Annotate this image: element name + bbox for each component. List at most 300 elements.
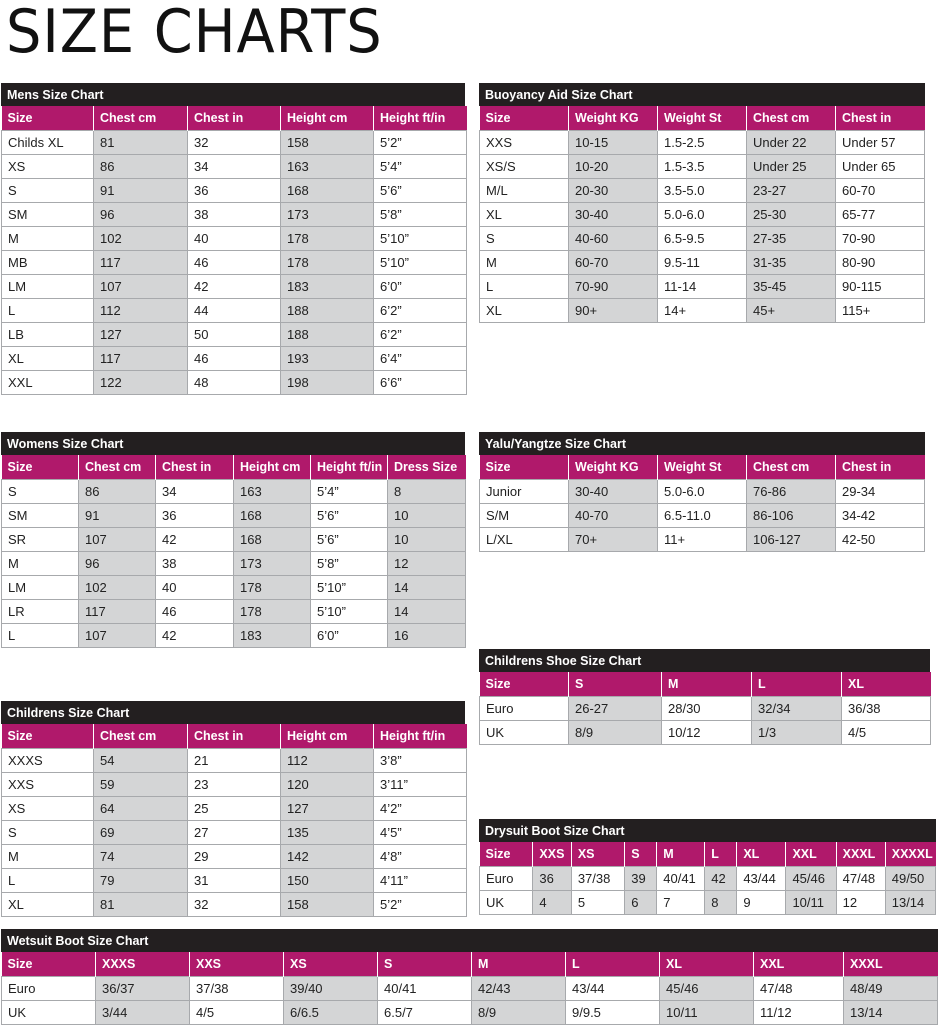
- column-header: L: [566, 952, 660, 977]
- column-header: Chest in: [836, 106, 925, 131]
- column-header: Chest in: [836, 455, 925, 480]
- column-header: XS: [571, 842, 624, 867]
- table-row: [480, 504, 925, 528]
- table-cell: 40/41: [657, 867, 705, 891]
- table-cell: 4’8”: [374, 845, 467, 869]
- table-cell: 43/44: [566, 977, 660, 1001]
- table-cell: 69: [94, 821, 188, 845]
- table-cell: 6’6”: [374, 371, 467, 395]
- column-header: XXXXL: [885, 842, 935, 867]
- table-cell: 150: [281, 869, 374, 893]
- table-cell: 6’2”: [374, 299, 467, 323]
- header-row: [2, 952, 938, 977]
- column-header: Size: [2, 106, 94, 131]
- size-table: [1, 106, 467, 395]
- table-row: [2, 504, 466, 528]
- table-cell: 107: [79, 624, 156, 648]
- table-cell: 40: [156, 576, 234, 600]
- table-row: [480, 251, 925, 275]
- column-header: Chest cm: [79, 455, 156, 480]
- table-cell: 36: [188, 179, 281, 203]
- table-cell: 168: [234, 528, 311, 552]
- table-cell: 48: [188, 371, 281, 395]
- table-cell: 4’11”: [374, 869, 467, 893]
- table-row: [2, 227, 467, 251]
- table-cell: 10/11: [786, 891, 836, 915]
- table-cell: Euro: [2, 977, 96, 1001]
- table-cell: XS: [2, 797, 94, 821]
- table-cell: 11/12: [754, 1001, 844, 1025]
- table-cell: 10-20: [569, 155, 658, 179]
- table-row: [2, 131, 467, 155]
- table-cell: 11+: [658, 528, 747, 552]
- table-cell: 173: [234, 552, 311, 576]
- table-row: [2, 773, 467, 797]
- table-cell: 14: [388, 600, 466, 624]
- table-row: [2, 845, 467, 869]
- header-row: [480, 842, 936, 867]
- table-cell: 8: [705, 891, 737, 915]
- table-row: [2, 749, 467, 773]
- column-header: Weight St: [658, 106, 747, 131]
- table-cell: 11-14: [658, 275, 747, 299]
- table-cell: 117: [79, 600, 156, 624]
- column-header: XXL: [754, 952, 844, 977]
- table-cell: 8: [388, 480, 466, 504]
- table-cell: 3/44: [96, 1001, 190, 1025]
- table-cell: S: [2, 821, 94, 845]
- table-cell: 34-42: [836, 504, 925, 528]
- table-cell: 23-27: [747, 179, 836, 203]
- table-cell: 23: [188, 773, 281, 797]
- table-row: [2, 275, 467, 299]
- table-cell: 45/46: [786, 867, 836, 891]
- table-cell: L: [2, 299, 94, 323]
- table-row: [2, 576, 466, 600]
- table-cell: SM: [2, 504, 79, 528]
- table-cell: 44: [188, 299, 281, 323]
- table-cell: UK: [480, 721, 569, 745]
- table-cell: 27: [188, 821, 281, 845]
- table-cell: XXL: [2, 371, 94, 395]
- table-cell: 8/9: [472, 1001, 566, 1025]
- table-cell: 6.5-9.5: [658, 227, 747, 251]
- table-row: [480, 867, 936, 891]
- chart-title: Wetsuit Boot Size Chart: [1, 929, 938, 952]
- table-cell: 4/5: [190, 1001, 284, 1025]
- table-cell: S: [2, 179, 94, 203]
- table-cell: XXS: [2, 773, 94, 797]
- table-cell: 4’5”: [374, 821, 467, 845]
- table-row: [480, 179, 925, 203]
- table-cell: 12: [836, 891, 885, 915]
- table-cell: 6.5-11.0: [658, 504, 747, 528]
- column-header: Chest cm: [747, 455, 836, 480]
- column-header: M: [472, 952, 566, 977]
- column-header: Height ft/in: [374, 724, 467, 749]
- chart-title: Childrens Size Chart: [1, 701, 465, 724]
- table-cell: 5’6”: [374, 179, 467, 203]
- table-cell: 42: [188, 275, 281, 299]
- column-header: Height ft/in: [374, 106, 467, 131]
- table-cell: 115+: [836, 299, 925, 323]
- table-row: [2, 600, 466, 624]
- table-cell: Childs XL: [2, 131, 94, 155]
- table-cell: 3.5-5.0: [658, 179, 747, 203]
- table-cell: 40-60: [569, 227, 658, 251]
- table-cell: Under 22: [747, 131, 836, 155]
- yalu-yangtze-size-chart: [479, 432, 925, 552]
- table-cell: 36/38: [842, 697, 931, 721]
- table-cell: 6.5/7: [378, 1001, 472, 1025]
- column-header: Chest cm: [747, 106, 836, 131]
- table-cell: 49/50: [885, 867, 935, 891]
- size-table: [1, 952, 938, 1025]
- table-cell: XL: [2, 347, 94, 371]
- table-cell: M/L: [480, 179, 569, 203]
- table-cell: 106-127: [747, 528, 836, 552]
- table-cell: 9/9.5: [566, 1001, 660, 1025]
- table-row: [2, 251, 467, 275]
- table-cell: 163: [234, 480, 311, 504]
- table-cell: 43/44: [737, 867, 786, 891]
- table-cell: 102: [79, 576, 156, 600]
- table-cell: 178: [234, 576, 311, 600]
- column-header: S: [625, 842, 657, 867]
- table-cell: 27-35: [747, 227, 836, 251]
- table-cell: LR: [2, 600, 79, 624]
- table-cell: 1.5-2.5: [658, 131, 747, 155]
- table-cell: 6’4”: [374, 347, 467, 371]
- column-header: XXXL: [844, 952, 938, 977]
- chart-title: Childrens Shoe Size Chart: [479, 649, 930, 672]
- table-cell: 5’10”: [311, 576, 388, 600]
- table-cell: 10/12: [662, 721, 752, 745]
- table-cell: 1.5-3.5: [658, 155, 747, 179]
- table-cell: 8/9: [569, 721, 662, 745]
- size-table: [1, 455, 466, 648]
- table-cell: 6: [625, 891, 657, 915]
- table-cell: XL: [480, 299, 569, 323]
- table-cell: 6/6.5: [284, 1001, 378, 1025]
- table-cell: 183: [281, 275, 374, 299]
- table-cell: 32: [188, 131, 281, 155]
- buoyancy-aid-size-chart: [479, 83, 925, 323]
- table-cell: 188: [281, 323, 374, 347]
- table-cell: 40: [188, 227, 281, 251]
- table-row: [2, 155, 467, 179]
- table-cell: 42-50: [836, 528, 925, 552]
- table-row: [480, 227, 925, 251]
- table-cell: 1/3: [752, 721, 842, 745]
- table-row: [2, 869, 467, 893]
- table-cell: M: [2, 227, 94, 251]
- table-cell: 42: [156, 528, 234, 552]
- table-cell: 37/38: [190, 977, 284, 1001]
- table-row: [2, 480, 466, 504]
- drysuit-boot-size-chart: [479, 819, 936, 915]
- table-cell: 39/40: [284, 977, 378, 1001]
- table-cell: 7: [657, 891, 705, 915]
- size-table: [479, 672, 931, 745]
- column-header: XXXL: [836, 842, 885, 867]
- table-cell: M: [2, 845, 94, 869]
- table-cell: 178: [281, 227, 374, 251]
- header-row: [2, 455, 466, 480]
- column-header: Size: [2, 724, 94, 749]
- column-header: XL: [737, 842, 786, 867]
- table-row: [2, 552, 466, 576]
- table-row: [2, 323, 467, 347]
- table-cell: 5’10”: [374, 251, 467, 275]
- column-header: M: [662, 672, 752, 697]
- table-cell: 5’4”: [311, 480, 388, 504]
- table-cell: 86-106: [747, 504, 836, 528]
- table-cell: Under 65: [836, 155, 925, 179]
- table-cell: 65-77: [836, 203, 925, 227]
- table-cell: 90+: [569, 299, 658, 323]
- header-row: [2, 724, 467, 749]
- column-header: Chest cm: [94, 106, 188, 131]
- table-cell: 5’2”: [374, 131, 467, 155]
- table-cell: LM: [2, 275, 94, 299]
- table-cell: 4’2”: [374, 797, 467, 821]
- table-cell: 39: [625, 867, 657, 891]
- column-header: Weight St: [658, 455, 747, 480]
- table-cell: 107: [94, 275, 188, 299]
- wetsuit-boot-size-chart: [1, 929, 938, 1025]
- table-cell: 34: [156, 480, 234, 504]
- table-cell: 47/48: [836, 867, 885, 891]
- table-cell: 59: [94, 773, 188, 797]
- table-cell: 6’0”: [311, 624, 388, 648]
- column-header: XXXS: [96, 952, 190, 977]
- column-header: Size: [480, 842, 533, 867]
- table-cell: MB: [2, 251, 94, 275]
- table-cell: 70+: [569, 528, 658, 552]
- table-cell: 3’11”: [374, 773, 467, 797]
- table-cell: 142: [281, 845, 374, 869]
- header-row: [480, 455, 925, 480]
- table-cell: 32/34: [752, 697, 842, 721]
- table-cell: 5’8”: [311, 552, 388, 576]
- table-cell: 5’10”: [374, 227, 467, 251]
- table-cell: 10: [388, 528, 466, 552]
- column-header: XXL: [786, 842, 836, 867]
- table-cell: 81: [94, 131, 188, 155]
- table-cell: 31-35: [747, 251, 836, 275]
- table-row: [2, 821, 467, 845]
- chart-title: Drysuit Boot Size Chart: [479, 819, 936, 842]
- column-header: Size: [480, 455, 569, 480]
- table-row: [480, 697, 931, 721]
- table-cell: 9: [737, 891, 786, 915]
- table-cell: 38: [156, 552, 234, 576]
- header-row: [480, 106, 925, 131]
- table-cell: 74: [94, 845, 188, 869]
- table-cell: 36: [533, 867, 571, 891]
- table-cell: Under 25: [747, 155, 836, 179]
- table-row: [480, 275, 925, 299]
- table-cell: 5’2”: [374, 893, 467, 917]
- table-cell: L: [2, 869, 94, 893]
- table-cell: UK: [480, 891, 533, 915]
- table-cell: 42: [156, 624, 234, 648]
- table-cell: 117: [94, 347, 188, 371]
- table-cell: 4/5: [842, 721, 931, 745]
- table-cell: Under 57: [836, 131, 925, 155]
- table-cell: S: [480, 227, 569, 251]
- table-cell: 29: [188, 845, 281, 869]
- table-cell: 158: [281, 131, 374, 155]
- header-row: [2, 106, 467, 131]
- table-cell: 70-90: [569, 275, 658, 299]
- table-cell: 54: [94, 749, 188, 773]
- table-cell: XL: [2, 893, 94, 917]
- table-cell: 5.0-6.0: [658, 480, 747, 504]
- table-cell: 36: [156, 504, 234, 528]
- table-row: [2, 977, 938, 1001]
- table-cell: 5’4”: [374, 155, 467, 179]
- table-cell: 45/46: [660, 977, 754, 1001]
- childrens-size-chart: [1, 701, 465, 917]
- table-cell: 80-90: [836, 251, 925, 275]
- table-cell: 35-45: [747, 275, 836, 299]
- table-cell: 107: [79, 528, 156, 552]
- table-row: [2, 528, 466, 552]
- table-cell: 45+: [747, 299, 836, 323]
- table-cell: 183: [234, 624, 311, 648]
- table-row: [480, 721, 931, 745]
- column-header: Dress Size: [388, 455, 466, 480]
- table-cell: L: [480, 275, 569, 299]
- table-cell: S: [2, 480, 79, 504]
- table-row: [2, 347, 467, 371]
- table-cell: S/M: [480, 504, 569, 528]
- table-cell: 193: [281, 347, 374, 371]
- table-cell: 5’6”: [311, 504, 388, 528]
- table-cell: 198: [281, 371, 374, 395]
- childrens-shoe-size-chart: [479, 649, 930, 745]
- table-cell: 14: [388, 576, 466, 600]
- table-cell: 81: [94, 893, 188, 917]
- table-cell: 28/30: [662, 697, 752, 721]
- table-cell: LM: [2, 576, 79, 600]
- table-cell: 112: [94, 299, 188, 323]
- table-cell: 188: [281, 299, 374, 323]
- table-cell: 32: [188, 893, 281, 917]
- table-cell: 25-30: [747, 203, 836, 227]
- table-row: [2, 179, 467, 203]
- table-cell: 127: [94, 323, 188, 347]
- table-cell: Junior: [480, 480, 569, 504]
- table-row: [2, 1001, 938, 1025]
- table-cell: 13/14: [844, 1001, 938, 1025]
- table-cell: 91: [94, 179, 188, 203]
- column-header: Size: [480, 106, 569, 131]
- table-cell: XS: [2, 155, 94, 179]
- table-cell: 14+: [658, 299, 747, 323]
- column-header: XS: [284, 952, 378, 977]
- column-header: S: [569, 672, 662, 697]
- table-row: [2, 624, 466, 648]
- column-header: XXS: [533, 842, 571, 867]
- table-row: [2, 371, 467, 395]
- column-header: Size: [2, 455, 79, 480]
- table-row: [480, 299, 925, 323]
- table-row: [2, 893, 467, 917]
- column-header: Chest in: [188, 724, 281, 749]
- table-cell: 120: [281, 773, 374, 797]
- table-cell: 5: [571, 891, 624, 915]
- table-cell: 48/49: [844, 977, 938, 1001]
- column-header: Chest in: [188, 106, 281, 131]
- table-cell: 4: [533, 891, 571, 915]
- table-cell: 10-15: [569, 131, 658, 155]
- column-header: Chest in: [156, 455, 234, 480]
- table-cell: 46: [156, 600, 234, 624]
- table-row: [480, 528, 925, 552]
- table-cell: 76-86: [747, 480, 836, 504]
- chart-title: Mens Size Chart: [1, 83, 465, 106]
- table-cell: 6’0”: [374, 275, 467, 299]
- column-header: Size: [480, 672, 569, 697]
- table-cell: 168: [281, 179, 374, 203]
- table-cell: 37/38: [571, 867, 624, 891]
- column-header: Height cm: [281, 106, 374, 131]
- chart-title: Yalu/Yangtze Size Chart: [479, 432, 925, 455]
- table-cell: 135: [281, 821, 374, 845]
- column-header: Height ft/in: [311, 455, 388, 480]
- table-cell: 173: [281, 203, 374, 227]
- table-cell: 163: [281, 155, 374, 179]
- table-cell: 10/11: [660, 1001, 754, 1025]
- table-cell: 79: [94, 869, 188, 893]
- column-header: Weight KG: [569, 106, 658, 131]
- table-cell: 21: [188, 749, 281, 773]
- table-row: [480, 203, 925, 227]
- table-cell: 91: [79, 504, 156, 528]
- table-cell: 3’8”: [374, 749, 467, 773]
- table-cell: 127: [281, 797, 374, 821]
- table-cell: 5’6”: [311, 528, 388, 552]
- table-cell: 25: [188, 797, 281, 821]
- size-table: [1, 724, 467, 917]
- table-cell: XXXS: [2, 749, 94, 773]
- table-cell: 64: [94, 797, 188, 821]
- table-cell: 168: [234, 504, 311, 528]
- table-cell: 31: [188, 869, 281, 893]
- table-cell: SR: [2, 528, 79, 552]
- table-cell: 178: [234, 600, 311, 624]
- table-row: [480, 155, 925, 179]
- column-header: Weight KG: [569, 455, 658, 480]
- table-row: [480, 480, 925, 504]
- table-cell: 9.5-11: [658, 251, 747, 275]
- column-header: M: [657, 842, 705, 867]
- column-header: Height cm: [281, 724, 374, 749]
- size-table: [479, 106, 925, 323]
- table-cell: 20-30: [569, 179, 658, 203]
- table-cell: M: [480, 251, 569, 275]
- table-cell: 36/37: [96, 977, 190, 1001]
- table-cell: Euro: [480, 697, 569, 721]
- column-header: Height cm: [234, 455, 311, 480]
- table-cell: 46: [188, 251, 281, 275]
- table-cell: 86: [94, 155, 188, 179]
- table-cell: 42: [705, 867, 737, 891]
- table-cell: 5.0-6.0: [658, 203, 747, 227]
